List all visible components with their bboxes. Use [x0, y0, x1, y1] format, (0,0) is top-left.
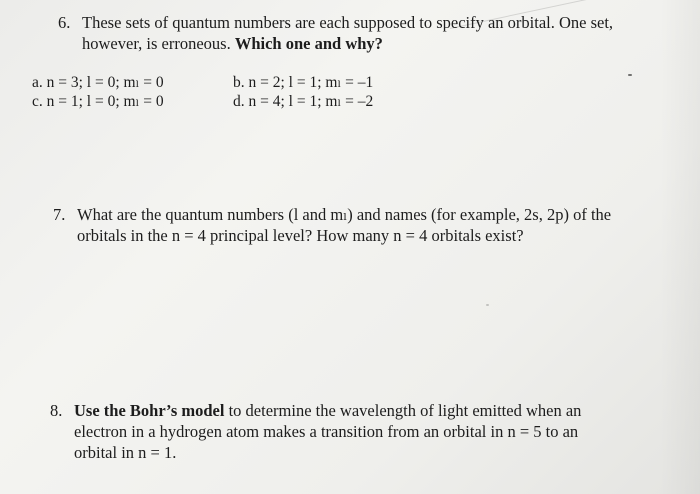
option-d: d. n = 4; l = 1; mₗ = –2	[233, 93, 374, 110]
question-text-line	[82, 34, 383, 54]
question-text-line: These sets of quantum numbers are each supposed to specify an orbital. One set,	[82, 13, 614, 32]
question-number: 8.	[50, 401, 63, 420]
question-number: 7.	[53, 205, 66, 224]
question-6	[58, 13, 678, 57]
paper-mark	[628, 74, 632, 76]
question-7	[53, 205, 673, 249]
paper-mark	[486, 304, 489, 306]
question-text-line: orbital in n = 1.	[74, 443, 177, 462]
question-text-line: orbitals in the n = 4 principal level? How many n = 4 orbitals exist?	[77, 226, 524, 245]
question-text-line	[74, 401, 581, 421]
question-emphasis: Use the Bohr’s model	[74, 401, 225, 420]
option-c: c. n = 1; l = 0; mₗ = 0	[32, 93, 164, 110]
question-text: to determine the wavelength of light emitted when an	[224, 401, 582, 420]
question-emphasis: Which one and why?	[234, 34, 383, 53]
question-text: however, is erroneous.	[82, 34, 235, 53]
question-text-line: electron in a hydrogen atom makes a transition from an orbital in n = 5 to an	[74, 422, 579, 441]
question-number: 6.	[58, 13, 71, 32]
option-a: a. n = 3; l = 0; mₗ = 0	[32, 74, 164, 91]
question-8	[50, 401, 670, 465]
question-text-line: What are the quantum numbers (l and mₗ) and names (for example, 2s, 2p) of the	[77, 205, 612, 224]
option-b: b. n = 2; l = 1; mₗ = –1	[233, 74, 374, 91]
